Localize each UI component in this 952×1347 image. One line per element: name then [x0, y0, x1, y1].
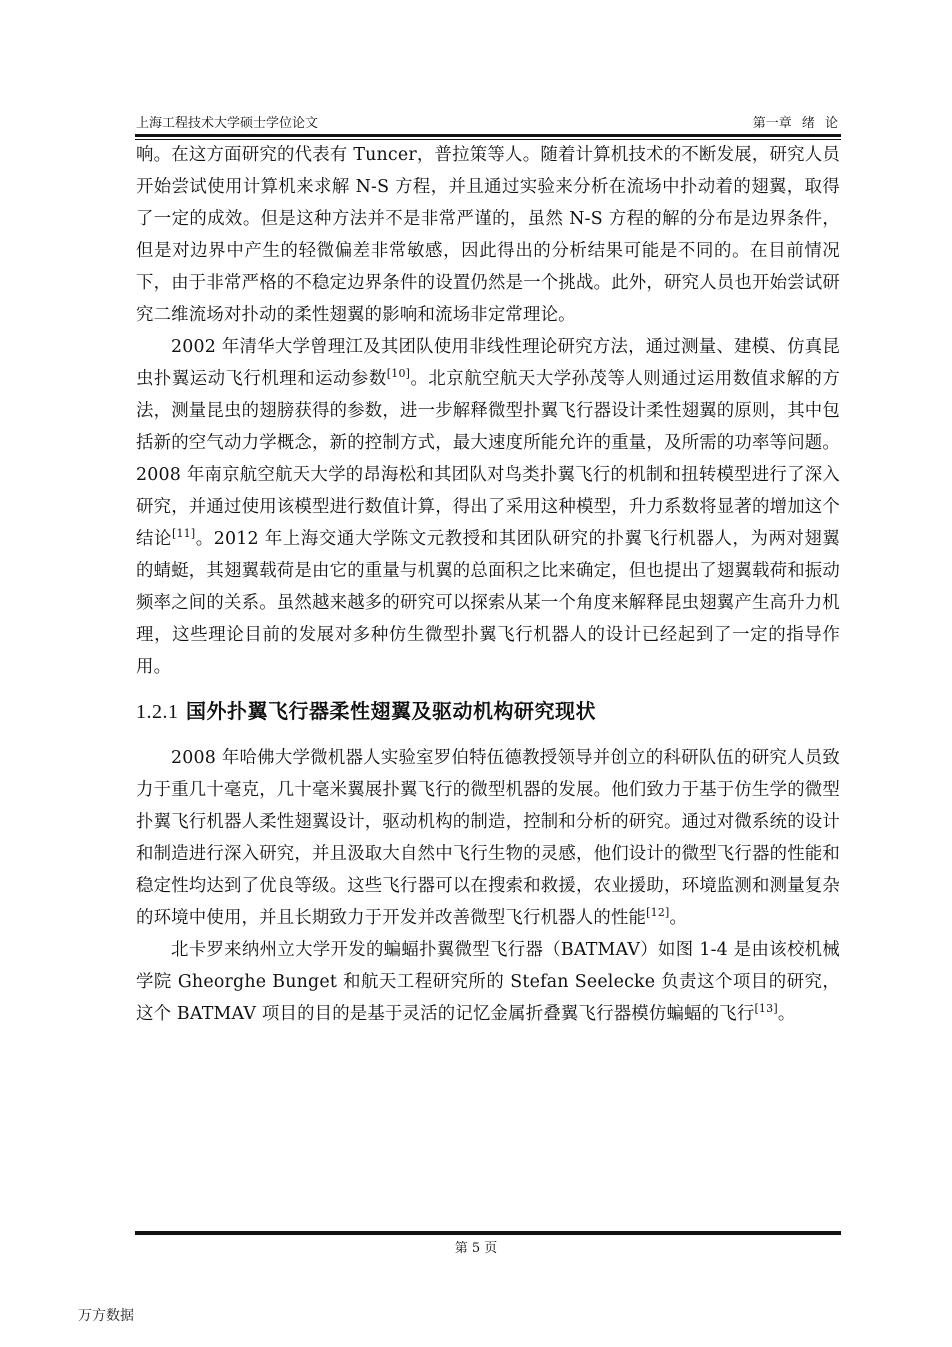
paragraph-text: 。2012 年上海交通大学陈文元教授和其团队研究的扑翼飞行机器人，为两对翅翼的蜻蜓，其翅翼载荷是由它的重量与机翼的总面积之比来确定，但也提出了翅翼载荷和振动频率之间的关系。虽然越来越多的研究可以探索从某一个角度来解释昆虫翅翼产生高升力机理，这些理论目前的发展对多种仿生微型扑翼飞行机器人的设计已经起到了一定的指导作用。 — [136, 529, 840, 677]
header-rule — [135, 134, 841, 137]
paragraph-text: 。 — [777, 1004, 796, 1024]
running-header-chapter: 第一章 绪 论 — [752, 116, 838, 131]
paragraph-text: 。 — [669, 908, 688, 928]
running-header-title: 上海工程技术大学硕士学位论文 — [136, 116, 319, 131]
paragraph-domestic-research — [136, 331, 840, 683]
footer-rule — [135, 1231, 841, 1235]
section-number: 1.2.1 — [136, 701, 179, 723]
citation-ref: [13] — [754, 1002, 778, 1016]
paragraph-text: 2008 年哈佛大学微机器人实验室罗伯特伍德教授领导并创立的科研队伍的研究人员致力于重几十毫克，几十毫米翼展扑翼飞行的微型机器的发展。他们致力于基于仿生学的微型扑翼飞行机器人柔性翅翼设计，驱动机构的制造，控制和分析的研究。通过对微系统的设计和制造进行深入研究，并且汲取大自然中飞行生物的灵感，他们设计的微型飞行器的性能和稳定性均达到了优良等级。这些飞行器可以在搜索和救援，农业援助，环境监测和测量复杂的环境中使用，并且长期致力于开发并改善微型飞行机器人的性能 — [136, 748, 840, 928]
watermark-brand: 万方数据 — [78, 1308, 134, 1324]
page-number: 第 5 页 — [454, 1241, 498, 1256]
paragraph-text: 响。在这方面研究的代表有 Tuncer，普拉策等人。随着计算机技术的不断发展，研究人员开始尝试使用计算机来求解 N-S 方程，并且通过实验来分析在流场中扑动着的翅翼，取得了一定的成效。但是这种方法并不是非常严谨的，虽然 N-S 方程的解的分布是边界条件，但是对边界中产生的轻微偏差非常敏感，因此得出的分析结果可能是不同的。在目前情况下，由于非常严格的不稳定边界条件的设置仍然是一个挑战。此外，研究人员也开始尝试研究二维流场对扑动的柔性翅翼的影响和流场非定常理论。 — [136, 145, 840, 325]
paragraph-text: 。北京航空航天大学孙茂等人则通过运用数值求解的方法，测量昆虫的翅膀获得的参数，进一步解释微型扑翼飞行器设计柔性翅翼的原则，其中包括新的空气动力学概念，新的控制方式，最大速度所能允许的重量，及所需的功率等问题。2008 年南京航空航天大学的昂海松和其团队对鸟类扑翼飞行的机制和扭转模型进行了深入研究，并通过使用该模型进行数值计算，得出了采用这种模型，升力系数将显著的增加这个结论 — [136, 369, 840, 549]
paragraph-harvard — [136, 742, 840, 934]
paragraph-batmav — [136, 934, 840, 1030]
paragraph-text: 北卡罗来纳州立大学开发的蝙蝠扑翼微型飞行器（BATMAV）如图 1-4 是由该校机械学院 Gheorghe Bunget 和航天工程研究所的 Stefan Seelecke 负责这个项目的研究，这个 BATMAV 项目的目的是基于灵活的记忆金属折叠翼飞行器模仿蝙蝠的飞行 — [136, 940, 840, 1024]
paragraph-text: 2002 年清华大学曾理江及其团队使用非线性理论研究方法，通过测量、建模、仿真昆虫扑翼运动飞行机理和运动参数 — [136, 337, 840, 389]
citation-ref: [12] — [646, 906, 670, 920]
citation-ref: [11] — [171, 527, 196, 541]
citation-ref: [10] — [386, 367, 411, 381]
paragraph-continued — [136, 139, 840, 331]
section-heading-text: 国外扑翼飞行器柔性翅翼及驱动机构研究现状 — [178, 699, 596, 723]
page-body — [136, 139, 840, 1030]
section-heading — [136, 695, 840, 728]
